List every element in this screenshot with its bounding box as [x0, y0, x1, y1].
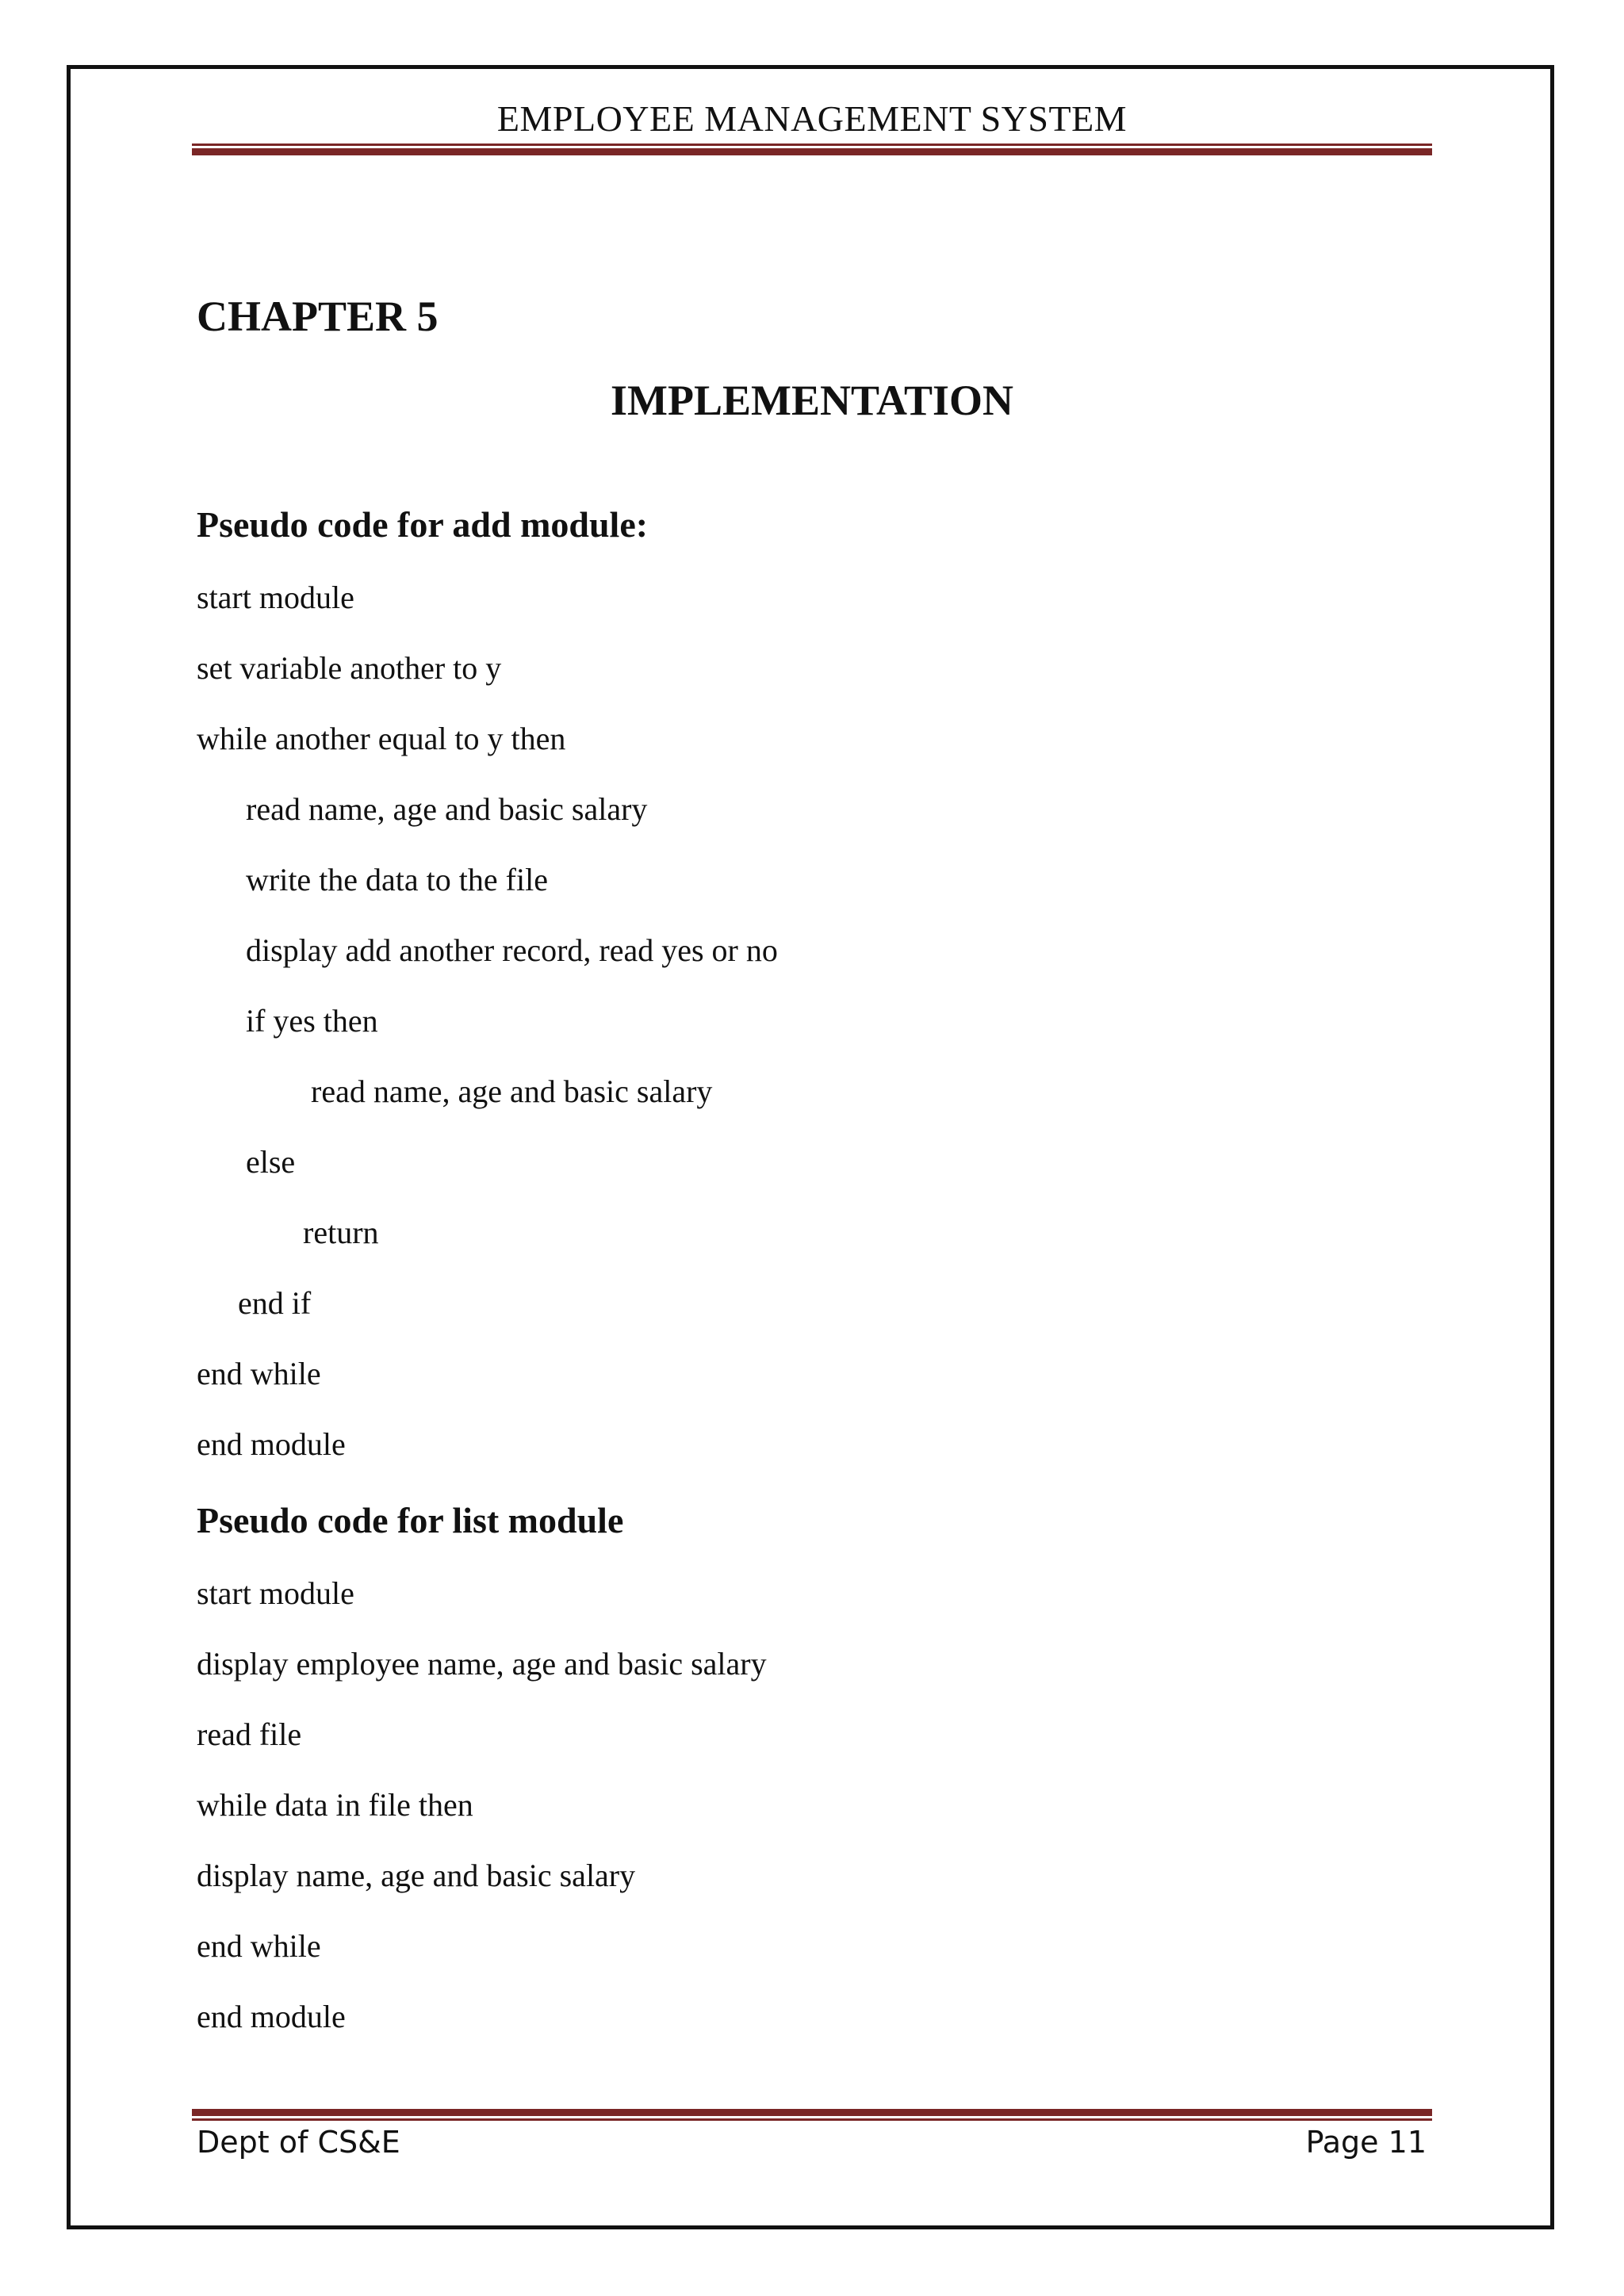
- add-module-line: read name, age and basic salary: [311, 1073, 713, 1109]
- footer-department: Dept of CS&E: [197, 2125, 400, 2160]
- chapter-label: CHAPTER 5: [197, 293, 439, 340]
- add-module-line: else: [246, 1144, 296, 1180]
- add-module-line: write the data to the file: [246, 862, 548, 897]
- add-module-line: read name, age and basic salary: [246, 791, 648, 827]
- add-module-line: end module: [197, 1426, 346, 1462]
- add-module-line: end if: [238, 1285, 312, 1321]
- add-module-line: display add another record, read yes or no: [246, 932, 778, 968]
- header-rule: [192, 144, 1432, 155]
- list-module-line: end module: [197, 1999, 346, 2034]
- list-module-line: read file: [197, 1716, 302, 1752]
- add-module-line: return: [303, 1215, 379, 1250]
- footer-rule: [192, 2109, 1432, 2121]
- list-module-heading: Pseudo code for list module: [197, 1500, 624, 1540]
- list-module-line: display employee name, age and basic salary: [197, 1646, 767, 1682]
- add-module-line: set variable another to y: [197, 650, 502, 686]
- add-module-heading: Pseudo code for add module:: [197, 504, 649, 545]
- add-module-line: if yes then: [246, 1003, 378, 1039]
- running-header: EMPLOYEE MANAGEMENT SYSTEM: [496, 98, 1128, 139]
- list-module-line: display name, age and basic salary: [197, 1858, 636, 1893]
- list-module-line: end while: [197, 1928, 321, 1964]
- footer-page-number: Page 11: [1305, 2125, 1427, 2160]
- list-module-line: while data in file then: [197, 1787, 473, 1823]
- list-module-line: start module: [197, 1575, 354, 1611]
- add-module-line: end while: [197, 1356, 321, 1391]
- chapter-title: IMPLEMENTATION: [610, 377, 1014, 424]
- add-module-line: while another equal to y then: [197, 721, 566, 756]
- add-module-line: start module: [197, 580, 354, 615]
